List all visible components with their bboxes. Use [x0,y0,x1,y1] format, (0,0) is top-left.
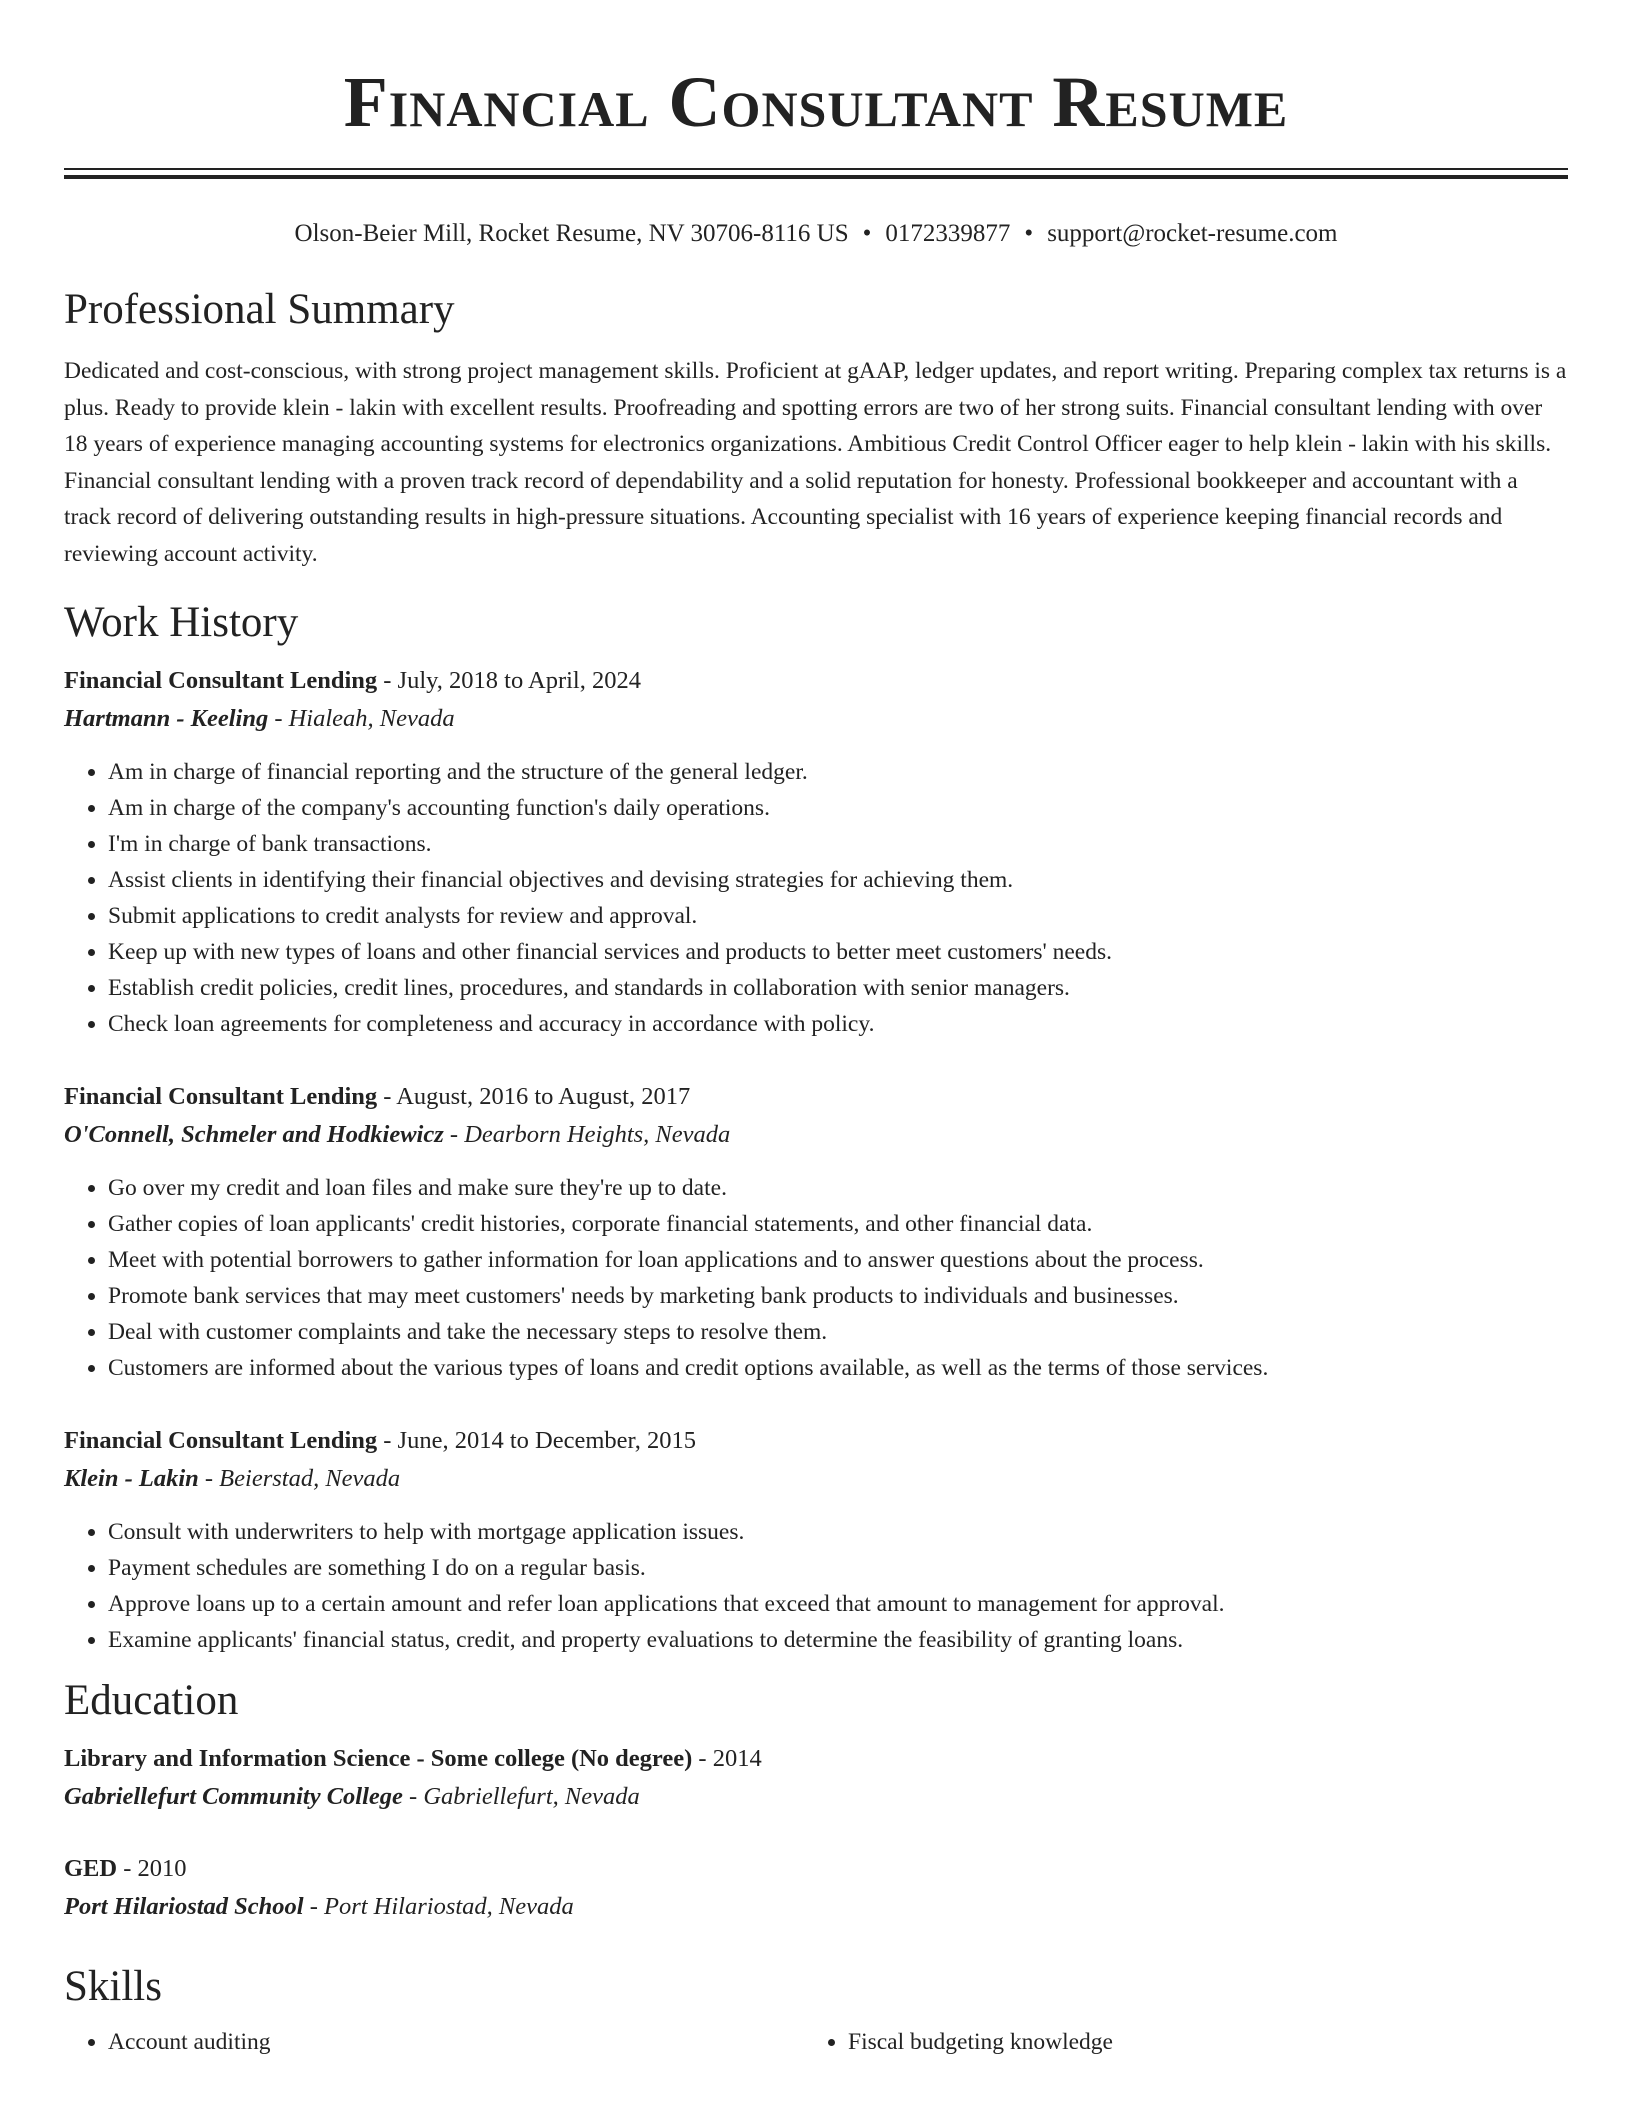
education-school-line [64,1888,1568,1926]
education-degree-line [64,1740,1568,1778]
list-item: • Account auditing [108,2024,804,2060]
school-name: Gabriellefurt Community College [64,1783,403,1810]
list-item: • Fiscal budgeting knowledge [848,2024,1544,2060]
list-item: • Go over my credit and loan files and make sure they're up to date. [108,1170,1568,1206]
list-item: • Keep up with new types of loans and other financial services and products to better meet customers' needs. [108,934,1568,970]
contact-separator: • [1024,220,1034,247]
work-entry [64,1422,1568,1658]
title-divider [64,168,1568,179]
contact-email: support@rocket-resume.com [1047,220,1338,247]
education-entry [64,1850,1568,1926]
work-entry [64,1078,1568,1386]
company-location: - Hialeah, Nevada [268,705,455,732]
list-item: • Payment schedules are something I do on a regular basis. [108,1550,1568,1586]
job-dates: - June, 2014 to December, 2015 [377,1427,696,1454]
education-school-line [64,1778,1568,1816]
resume-page [64,0,1568,2060]
degree-year: - 2014 [692,1745,762,1772]
company-name: Hartmann - Keeling [64,705,269,732]
list-item: • Meet with potential borrowers to gather information for loan applications and to answer questions about the process. [108,1242,1568,1278]
list-item: • Submit applications to credit analysts for review and approval. [108,898,1568,934]
work-bullets [64,1514,1568,1658]
company-name: O'Connell, Schmeler and Hodkiewicz [64,1121,444,1148]
list-item: • Gather copies of loan applicants' credit histories, corporate financial statements, and other financial data. [108,1206,1568,1242]
resume-title: Financial Consultant Resume [343,62,1289,142]
summary-text: Dedicated and cost-conscious, with strong project management skills. Proficient at gAAP, ledger updates, and report writing. Preparing complex tax returns is a plus. Ready to provide klein - lakin with excellent results. Proofreading and spotting errors are two of her strong suits. Financial consultant lending with over 18 years of experience managing accounting systems for electronics organizations. Ambitious Credit Control Officer eager to help klein - lakin with his skills. Financial consultant lending with a proven track record of dependability and a solid reputation for honesty. Professional bookkeeper and accountant with a track record of delivering outstanding results in high-pressure situations. Accounting specialist with 16 years of experience keeping financial records and reviewing account activity. [64,358,1567,567]
job-title: Financial Consultant Lending [64,667,378,694]
work-bullets [64,1170,1568,1386]
work-company-line [64,1116,1568,1154]
education-entry [64,1740,1568,1816]
summary-heading: Professional Summary [64,286,455,333]
degree-year: - 2010 [117,1855,187,1882]
work-bullets [64,754,1568,1042]
contact-phone: 0172339877 [885,220,1011,247]
list-item: • Deal with customer complaints and take the necessary steps to resolve them. [108,1314,1568,1350]
list-item: • Establish credit policies, credit lines, procedures, and standards in collaboration with senior managers. [108,970,1568,1006]
school-name: Port Hilariostad School [64,1893,304,1920]
job-dates: - July, 2018 to April, 2024 [377,667,641,694]
skills-heading: Skills [64,1963,162,2010]
list-item: • Consult with underwriters to help with mortgage application issues. [108,1514,1568,1550]
skills-list [64,2024,1568,2060]
company-location: - Dearborn Heights, Nevada [443,1121,731,1148]
contact-address: Olson-Beier Mill, Rocket Resume, NV 30706-8116 US [294,220,849,247]
work-role-line [64,662,1568,700]
job-title: Financial Consultant Lending [64,1427,378,1454]
skills-column-left [64,2024,804,2060]
education-degree-line [64,1850,1568,1888]
list-item: • Customers are informed about the various types of loans and credit options available, as well as the terms of those services. [108,1350,1568,1386]
work-entry [64,662,1568,1042]
school-location: - Gabriellefurt, Nevada [402,1783,640,1810]
education-heading: Education [64,1677,239,1724]
list-item: • I'm in charge of bank transactions. [108,826,1568,862]
company-location: - Beierstad, Nevada [198,1465,401,1492]
work-history-heading: Work History [64,599,299,646]
list-item: • Am in charge of the company's accounting function's daily operations. [108,790,1568,826]
work-company-line [64,1460,1568,1498]
job-title: Financial Consultant Lending [64,1083,378,1110]
list-item: • Approve loans up to a certain amount and refer loan applications that exceed that amount to management for approval. [108,1586,1568,1622]
degree-name: GED [64,1855,118,1882]
work-company-line [64,700,1568,738]
skills-column-right [804,2024,1544,2060]
list-item: • Promote bank services that may meet customers' needs by marketing bank products to individuals and businesses. [108,1278,1568,1314]
list-item: • Examine applicants' financial status, credit, and property evaluations to determine the feasibility of granting loans. [108,1622,1568,1658]
contact-separator: • [862,220,872,247]
company-name: Klein - Lakin [64,1465,199,1492]
work-role-line [64,1422,1568,1460]
list-item: • Am in charge of financial reporting and the structure of the general ledger. [108,754,1568,790]
contact-line [64,217,1568,251]
job-dates: - August, 2016 to August, 2017 [377,1083,691,1110]
list-item: • Check loan agreements for completeness and accuracy in accordance with policy. [108,1006,1568,1042]
list-item: • Assist clients in identifying their financial objectives and devising strategies for achieving them. [108,862,1568,898]
school-location: - Port Hilariostad, Nevada [303,1893,574,1920]
work-role-line [64,1078,1568,1116]
degree-name: Library and Information Science - Some college (No degree) [64,1745,693,1772]
